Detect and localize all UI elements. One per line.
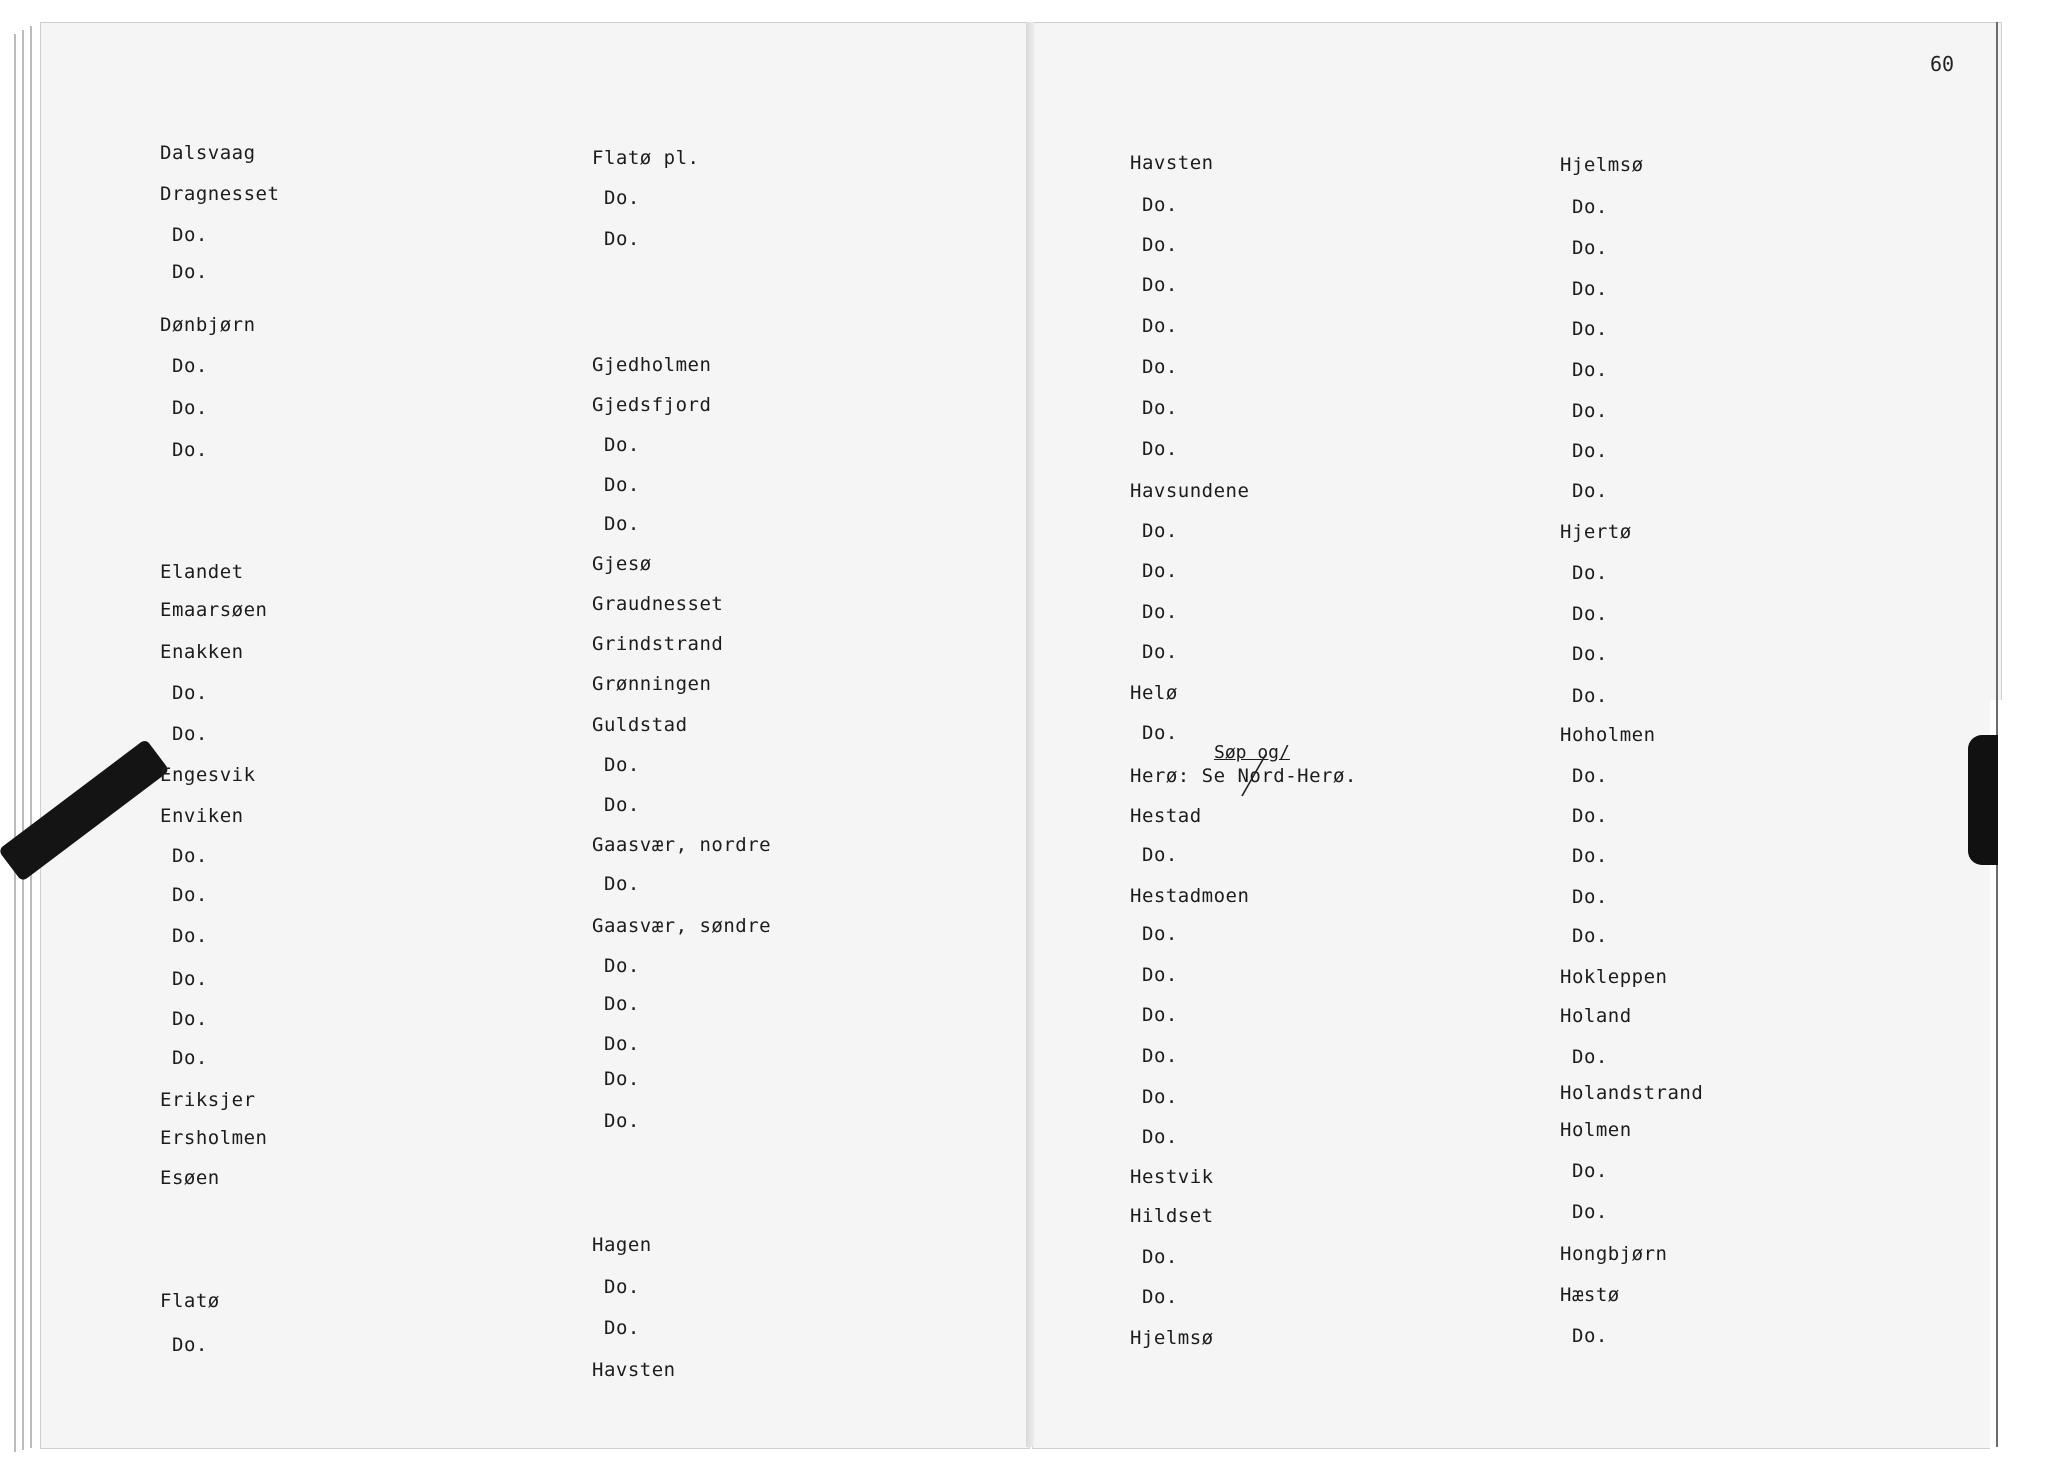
place-name: Do. [172, 1047, 208, 1069]
place-name: Do. [172, 1008, 208, 1030]
place-name: Do. [604, 1110, 640, 1132]
place-name: Do. [1142, 964, 1178, 986]
place-name: Do. [1572, 765, 1608, 787]
place-name: Hongbjørn [1560, 1243, 1668, 1265]
place-name: Do. [1142, 315, 1178, 337]
place-name: Do. [1572, 1201, 1608, 1223]
place-name: Do. [1142, 1086, 1178, 1108]
handwritten-correction: Søp og/ [1214, 742, 1290, 763]
place-name: Helø [1130, 682, 1178, 704]
place-name: Grindstrand [592, 633, 724, 655]
place-name: Do. [1142, 1246, 1178, 1268]
place-name: Do. [1142, 234, 1178, 256]
place-name: Hoholmen [1560, 724, 1656, 746]
place-name: Do. [1572, 1046, 1608, 1068]
place-name: Emaarsøen [160, 599, 268, 621]
book-gutter [1026, 22, 1034, 1447]
place-name: Flatø pl. [592, 147, 700, 169]
page-edge [22, 30, 24, 1450]
place-name: Do. [604, 228, 640, 250]
place-name: Do. [1142, 923, 1178, 945]
place-name: Do. [604, 873, 640, 895]
place-name: Hokleppen [1560, 966, 1668, 988]
place-name: Eriksjer [160, 1089, 256, 1111]
place-name: Do. [172, 845, 208, 867]
place-name: Do. [1142, 844, 1178, 866]
place-name: Dønbjørn [160, 314, 256, 336]
place-name: Enakken [160, 641, 244, 663]
place-name: Do. [604, 955, 640, 977]
place-name: Do. [1572, 685, 1608, 707]
place-name: Do. [172, 723, 208, 745]
place-name: Do. [1142, 356, 1178, 378]
place-name: Engesvik [160, 764, 256, 786]
place-name: Esøen [160, 1167, 220, 1189]
place-name: Do. [172, 1334, 208, 1356]
index-tab-marker [1968, 735, 1998, 865]
place-name: Do. [1572, 886, 1608, 908]
place-name: Hildset [1130, 1205, 1214, 1227]
place-name: Do. [604, 1276, 640, 1298]
place-name: Do. [1572, 196, 1608, 218]
place-name: Do. [1142, 194, 1178, 216]
place-name: Havsten [1130, 152, 1214, 174]
place-name: Hestadmoen [1130, 885, 1250, 907]
place-name: Gjedholmen [592, 354, 712, 376]
place-name: Elandet [160, 561, 244, 583]
place-name: Do. [1142, 1126, 1178, 1148]
place-name: Do. [172, 397, 208, 419]
place-name: Do. [172, 355, 208, 377]
place-name: Ersholmen [160, 1127, 268, 1149]
place-name: Gjedsfjord [592, 394, 712, 416]
page-margin-white [1990, 700, 2048, 1480]
place-name: Grønningen [592, 673, 712, 695]
place-name: Do. [1572, 1160, 1608, 1182]
place-name: Do. [1572, 643, 1608, 665]
place-name: Hagen [592, 1234, 652, 1256]
place-name: Holmen [1560, 1119, 1632, 1141]
place-name: Gjesø [592, 553, 652, 575]
place-name: Do. [604, 794, 640, 816]
place-name: Enviken [160, 805, 244, 827]
place-name: Do. [604, 187, 640, 209]
place-name: Hestvik [1130, 1166, 1214, 1188]
place-name: Do. [1142, 397, 1178, 419]
place-name: Do. [1572, 480, 1608, 502]
place-name: Do. [1572, 1325, 1608, 1347]
place-name: Do. [1142, 601, 1178, 623]
place-name: Do. [1142, 1045, 1178, 1067]
place-name: Do. [1572, 237, 1608, 259]
place-name: Do. [1142, 641, 1178, 663]
place-name: Do. [1142, 274, 1178, 296]
place-name: Hjelmsø [1560, 154, 1644, 176]
place-name: Do. [1142, 1004, 1178, 1026]
page-number: 60 [1930, 52, 1955, 76]
place-name: Hjelmsø [1130, 1327, 1214, 1349]
page-edge [14, 34, 16, 1452]
place-name: Gaasvær, nordre [592, 834, 772, 856]
place-name: Do. [172, 439, 208, 461]
place-name: Do. [1572, 805, 1608, 827]
place-name: Do. [172, 261, 208, 283]
place-name: Hestad [1130, 805, 1202, 827]
place-name: Do. [1572, 845, 1608, 867]
place-name: Do. [1572, 278, 1608, 300]
place-name: Havsten [592, 1359, 676, 1381]
place-name: Do. [1572, 359, 1608, 381]
place-name: Do. [1142, 560, 1178, 582]
place-name: Do. [604, 1033, 640, 1055]
place-name: Do. [604, 1068, 640, 1090]
place-name: Do. [1572, 603, 1608, 625]
place-name: Do. [1572, 440, 1608, 462]
place-name: Do. [172, 968, 208, 990]
place-name: Do. [1142, 438, 1178, 460]
place-name: Dragnesset [160, 183, 280, 205]
place-name: Do. [1142, 1286, 1178, 1308]
place-name: Do. [604, 513, 640, 535]
place-name: Holandstrand [1560, 1082, 1704, 1104]
place-name: Do. [172, 925, 208, 947]
place-name: Do. [1572, 562, 1608, 584]
page-edge [30, 26, 32, 1448]
place-name: Holand [1560, 1005, 1632, 1027]
place-name: Do. [1572, 400, 1608, 422]
place-name: Havsundene [1130, 480, 1250, 502]
place-name: Do. [1572, 318, 1608, 340]
place-name: Do. [604, 434, 640, 456]
place-name: Do. [604, 754, 640, 776]
place-name: Do. [172, 224, 208, 246]
place-name: Do. [604, 993, 640, 1015]
place-name: Gaasvær, søndre [592, 915, 772, 937]
place-name: Hæstø [1560, 1284, 1620, 1306]
place-name: Do. [1142, 722, 1178, 744]
place-name: Herø: Se Nord-Herø. [1130, 765, 1357, 787]
place-name: Do. [1572, 925, 1608, 947]
place-name: Do. [172, 682, 208, 704]
place-name: Do. [172, 884, 208, 906]
place-name: Hjertø [1560, 521, 1632, 543]
place-name: Do. [604, 1317, 640, 1339]
place-name: Graudnesset [592, 593, 724, 615]
place-name: Dalsvaag [160, 142, 256, 164]
place-name: Do. [1142, 520, 1178, 542]
place-name: Do. [604, 474, 640, 496]
place-name: Flatø [160, 1290, 220, 1312]
place-name: Guldstad [592, 714, 688, 736]
